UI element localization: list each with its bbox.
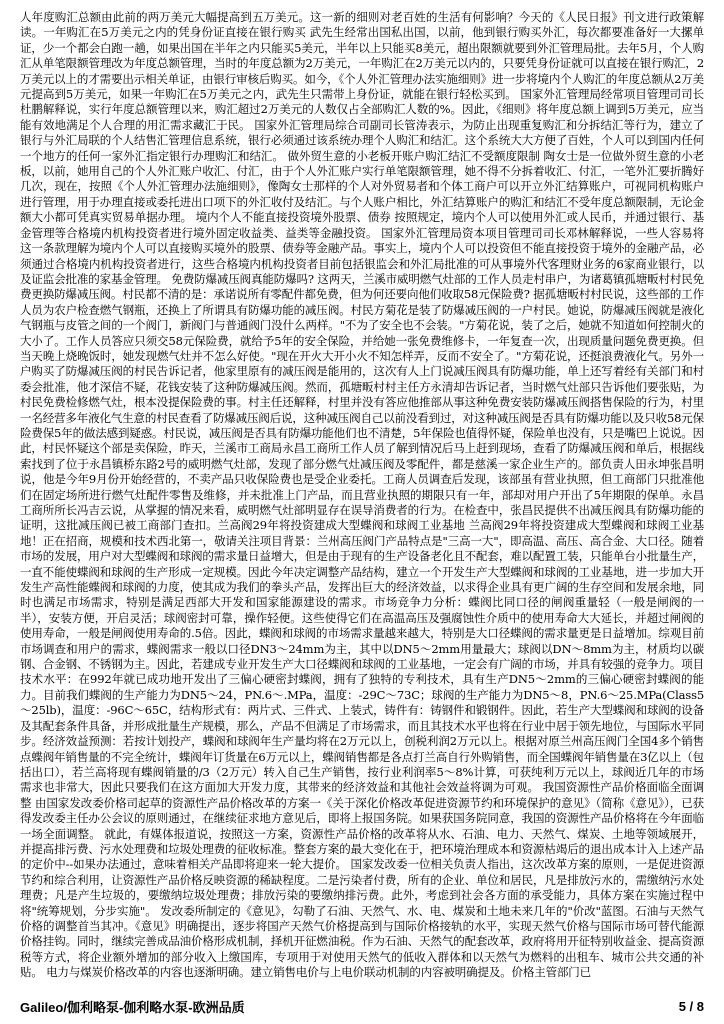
article-paragraph: 人年度购汇总额由此前的两万美元大幅提高到五万美元。这一新的细则对老百姓的生活有何影响？今天的《人民日报》刊文进行政策解读。一年购汇在5万美元之内的凭身份证直接在银行购买 武先生经常出国私出国，以前，他到银行购买外汇，每次都要准备好一大摞单证，少一个都会白跑一趟，如果出国在半年之内只能买5美元，半年以上只能买8美元，超出限额就要到外汇管理局批。去年5月，个人购汇从单笔限额管理改为年度总额管理，当时的年度总额为2万美元，一年购汇在2万美元以内的，只要凭身份证就可以直接在银行购汇，2万美元以上的才需要出示相关单证，由银行审核后购买。如今，《个人外汇管理办法实施细则》进一步将境内个人购汇的年度总额从2万美元提高到5万美元，如果一年购汇在5万美元之内，武先生只需带上身份证，就能在银行轻松买到。 国家外汇管理局经常项目管理司司长杜鹏解释说，实行年度总额管理以来，购汇超过2万美元的人数仅占全部购汇人数的%。因此，《细则》将年度总额上调到5万美元，应当能有效地满足个人合理的用汇需求藏汇于民。 国家外汇管理局综合司副司长管涛表示，为防止出现重复购汇和分拆结汇等行为，建立了银行与外汇局联的个人结售汇管理信息系统，银行必须通过该系统办理个人购汇和结汇。这个系统大大方便了百姓，个人可以到国内任何一个地方的任何一家外汇指定银行办理购汇和结汇。 做外贸生意的小老板开账户购汇结汇不受额度限制 陶女士是一位做外贸生意的小老板，以前，她用自己的个人外汇账户收汇、付汇，由于个人外汇账户实行单笔限额管理，她不得不分拆着收汇、付汇，一笔外汇要折腾好几次，现在，按照《个人外汇管理办法施细则》，像陶女士那样的个人对外贸易者和个体工商户可以开立外汇结算账户，可视同机构账户进行管理，用于办理直接或委托进出口项下的外汇收付及结汇。与个人账户相比，外汇结算账户的购汇和结汇不受年度总额限制，无论金额大小都可凭真实贸易单据办理。 境内个人不能直接投资境外股票、债券 按照规定，境内个人可以使用外汇或人民币，并通过银行、基金管理等合格境内机构投资者进行境外固定收益类、益类等金融投资。 国家外汇管理局资本项目管理司司长邓林解释说，一些人容易将这一条款理解为境内个人可以直接购买境外的股票、债券等金融产品。事实上，境内个人可以投资但不能直接投资于境外的金融产品，必须通过合格境内机构投资者进行，这些合格境内机构投资者目前包括银监会和外汇局批准的可从事境外代客理财业务的6家商业银行，以及证监会批准的家基金管理。 免费防爆减压阀真能防爆吗? 这两天，兰溪市威明燃气灶部的工作人员走村串户，为诸葛镇孤塘畈村村民免费更换防爆减压阀。村民都不清的是：承诺说所有零配件都免费，但为何还要向他们收取58元保险费? 据孤塘畈村村民说，这些部的工作人员为农户检查燃气钢瓶，还换上了所谓具有防爆功能的减压阀。村民方菊花是装了防爆减压阀的一户村民。她说，防爆减压阀就是液化气钢瓶与皮管之间的一个阀门，新阀门与普通阀门没什么两样。"不为了安全也不会装。"方菊花说，装了之后，她就不知道如何控制火的大小了。工作人员答应只须交58元保险费，就给予5年的安全保险，并给她一张免费维修卡，一年复查一次，出现质量问题免费更换。但当天晚上烧晚饭时，她发现燃气灶并不怎么好使。"现在开火大开小火不知怎样弄，反而不安全了。"方菊花说，还挺浪费液化气。另外一户购买了防爆减压阀的村民告诉记者，他家里原有的减压阀是能用的，这次有人上门说减压阀具有防爆功能，单上还写着经有关部门和村委会批准，他才深信不疑，花钱安装了这种防爆减压阀。然而，孤塘畈村村主任方永清却告诉记者，当时燃气灶部只告诉他们要张贴，为村民免费检修燃气灶，根本没提保险费的事。村主任还解释，村里并没有答应他推部从事这种免费安装防爆减压阀搭售保险的行为，村里一名经营多年液化气生意的村民查看了防爆减压阀后说，这种减压阀自己以前没看到过，对这种减压阀是否具有防爆功能以及只收58元保险费保5年的做法感到疑惑。村民说，减压阀是否具有防爆功能他们也不清楚，5年保险也值得怀疑，保险单也没有，只是嘴巴上说说。因此，村民怀疑这个部是卖保险，昨天，兰溪市工商局永昌工商所工作人员了解到情况后马上赶到现场，查看了防爆减压阀和单后，根据线索找到了位于永昌镇桥东路2号的威明燃气灶部，发现了部分燃气灶减压阀及零配件，都是慈溪一家企业生产的。部负责人田永坤张昌明说，他是今年9月份开始经营的，不卖产品只收保险费也是受企业委托。工商人员调查后发现，该部虽有营业执照，但工商部门只批准他们在固定场所进行燃气灶配件零售及维修，并未批准上门产品，而且营业执照的期限只有一年，部却对用户开出了5年期限的保单。永昌工商所所长冯吉云说，从掌握的情况来看，威明燃气灶部明显存在误导消费者的行为。在检查中，张昌民提供不出减压阀具有防爆功能的证明，这批减压阀已被工商部门查扣。兰高阀29年将投资建成大型蝶阀和球阀工业基地 兰高阀29年将投资建成大型蝶阀和球阀工业基地！正在招商，规模和技术西北第一，敬请关注项目背景：兰州高压阀门产品特点是"三高一大"，即高温、高压、高合金、大口径。随着市场的发展，用户对大型蝶阀和球阀的需求量日益增大，但是由于现有的生产设备老化且不配套，难以配置工装，只能单台小批量生产，一直不能使蝶阀和球阀的生产形成一定规模。因此今年决定调整产品结构，建立一个开发生产大型蝶阀和球阀的工业基地，进一步加大开发生产高性能蝶阀和球阀的力度，使其成为我们的拳头产品，发挥出巨大的经济效益，以求得企业具有更广阔的生存空间和发展余地，同时也满足市场需求，特别是满足西部大开发和国家能源建设的需求。市场竞争力分析：蝶阀比同口径的闸阀重量轻（一般是闸阀的一半），安装方便，开启灵活；球阀密封可靠，操作轻便。这些使得它们在高温高压及强腐蚀性介质中的使用寿命大大延长，并超过闸阀的使用寿命，一般是闸阀使用寿命的.5倍。因此，蝶阀和球阀的市场需求量越来越大，特别是大口径蝶阀的需求量更是日益增加。综观目前市场调查和用户的需求，蝶阀需求一般以口径DN3～24mm为主，其中以DN5～2mm用量最大；球阀以DN～8mm为主，材质均以碳钢、合金钢、不锈钢为主。因此，若建成专业开发生产大口径蝶阀和球阀的工业基地，一定会有广阔的市场，并具有较强的竞争力。项目技术水平：在992年就已成功地开发出了三偏心硬密封蝶阀，拥有了独特的专利技术，具有生产DN5～2mm的三偏心硬密封蝶阀的能力。目前我们蝶阀的生产能力为DN5～24，PN.6～.MPa，温度：-29C～73C；球阀的生产能力为DN5～8，PN.6～25.MPa(Class5～25lb)，温度：-96C～65C，结构形式有：两片式、三件式、上装式，铸件有：铸钢件和锻钢件。因此，若生产大型蝶阀和球阀的设备及其配套条件具备，并形成批量生产规模，那么，产品不但满足了市场需求，而且其技术水平也将在行业中居于领先地位，与国际水平同步。经济效益预测：若按计划投产，蝶阀和球阀年生产量均将在2万元以上，创税利润2万元以上。根据对原兰州高压阀门全国4多个销售点蝶阀年销售量的不完全统计，蝶阀年订货量在6万元以上，蝶阀销售都是各点打兰高自行外购销售，而全国蝶阀年销售量在3亿以上（包括出口），若兰高将现有蝶阀销量的/3（2万元）转入自己生产销售，按行业利润率5～8%计算，可获纯利万元以上，球阀近几年的市场需求也非常大，因此只要我们在这方面加大开发力度，其带来的经济效益和其他社会效益将调为可观。 我国资源性产品价格面临全面调整 由国家发改委价格司起草的资源性产品价格改革的方案一《关于深化价格改革促进资源节约和环境保护的意见》（简称《意见》），已获得发改委主任办公会议的原则通过，在继续征求地方意见后，即将上报国务院。如果获国务院同意，我国的资源性产品价格将在今年面临一场全面调整。 就此，有媒体报道说，按照这一方案，资源性产品价格的改革将从水、石油、电力、天然气、煤炭、土地等领域展开，并提高排污费、污水处理费和垃圾处理费的征收标准。整套方案的最大变化在于，把环境治理成本和资源枯竭后的退出成本计入上述产品的定价中--如果办法通过，意味着相关产品即将迎来一轮大提价。 国家发改委一位相关负责人指出，这次改革方案的原则，一是促进资源节约和综合利用，让资源性产品价格反映资源的稀缺程度。二是污染者付费，所有的企业、单位和居民，凡是排放污水的，需缴纳污水处理费；凡是产生垃圾的，要缴纳垃圾处理费；排放污染的要缴纳排污费。此外，考虑到社会各方面的承受能力，具体方案在实施过程中将"统筹规划，分步实施"。 发改委所制定的《意见》，勾勒了石油、天然气、水、电、煤炭和土地未来几年的"价改"蓝图。石油与天然气价格的调整首当其冲。《意见》明确提出，逐步将国产天然气价格提高到与国际价格接轨的水平，实现天然气价格与国际市场可替代能源价格挂钩。同时，继续完善成品油价格形成机制，择机开征燃油税。作为石油、天然气的配套改革，政府将用开征特别收益金、提高资源税等方式，将企业额外增加的部分收入上缴国库，专项用于对使用天然气的低收入群体和以天然气为燃料的出租车、城市公共交通的补贴。 电力与煤炭价格改革的内容也逐渐明确。建立销售电价与上电价联动机制的内容被明确提及。价格主管部门已	[20, 10, 704, 980]
page-number: 5 / 8	[678, 998, 704, 1014]
body-text	[20, 10, 704, 1010]
page-footer	[20, 996, 704, 1016]
footer-title: Galileo/伽利略泵-伽利略水泵-欧洲品质	[20, 999, 245, 1015]
